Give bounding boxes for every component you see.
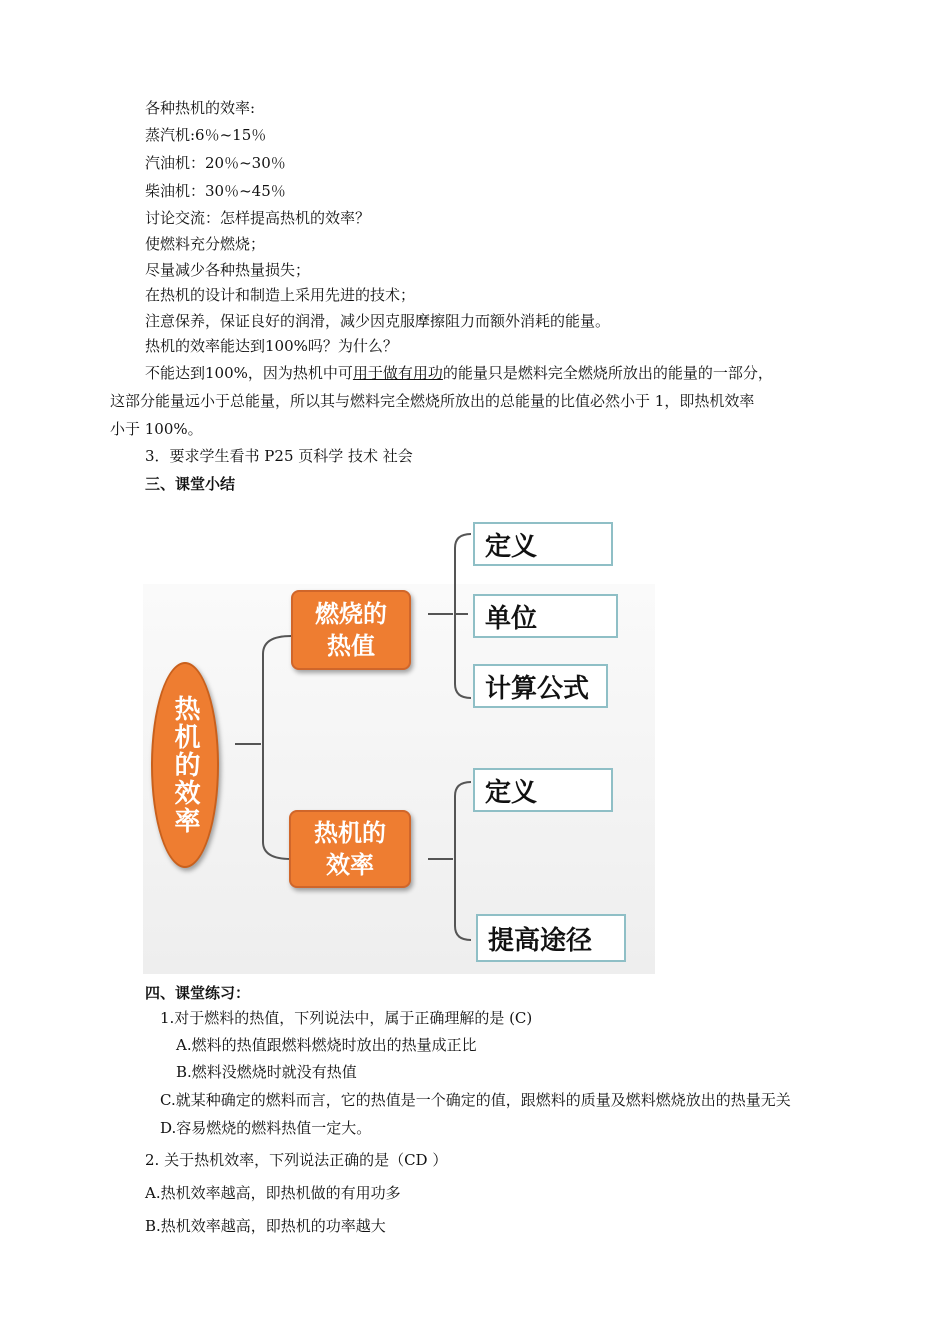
text-line: 使燃料充分燃烧； [145, 235, 266, 253]
text-paragraph-line [145, 363, 773, 383]
option: C.就某种确定的燃料而言，它的热值是一个确定的值，跟燃料的质量及燃料燃烧放出的热量无关 [160, 1091, 791, 1109]
text-line: 蒸汽机:6％~15％ [145, 126, 267, 144]
branch-node-engine-efficiency [289, 810, 411, 888]
branch-label: 热值 [327, 632, 375, 660]
question: 1.对于燃料的热值，下列说法中，属于正确理解的是 (C) [160, 1009, 533, 1027]
branch-label: 热机的 [314, 819, 386, 847]
text-line: 在热机的设计和制造上采用先进的技术； [145, 286, 416, 304]
summary-diagram [143, 514, 655, 974]
text-line: 注意保养，保证良好的润滑，减少因克服摩擦阻力而额外消耗的能量。 [145, 312, 611, 330]
branch-label: 效率 [326, 851, 374, 879]
option: A.热机效率越高，即热机做的有用功多 [145, 1184, 401, 1202]
bracket-lines [143, 514, 655, 974]
section-heading: 三、课堂小结 [145, 475, 236, 493]
leaf-box: 定义 [473, 522, 613, 566]
text-line: 各种热机的效率: [145, 99, 256, 117]
question: 2. 关于热机效率，下列说法正确的是（CD ） [145, 1151, 448, 1169]
text-line: 这部分能量远小于总能量，所以其与燃料完全燃烧所放出的总能量的比值必然小于 1，即热机效率 [110, 392, 755, 410]
text-line: 柴油机：30％~45％ [145, 182, 286, 200]
text-line: 汽油机：20％~30％ [145, 154, 286, 172]
option: B.热机效率越高，即热机的功率越大 [145, 1217, 386, 1235]
option: D.容易燃烧的燃料热值一定大。 [160, 1119, 372, 1137]
text-line: 3．要求学生看书 P25 页科学 技术 社会 [145, 447, 413, 465]
option: B.燃料没燃烧时就没有热值 [176, 1063, 357, 1081]
text-line: 尽量减少各种热量损失； [145, 261, 311, 279]
text-line: 讨论交流：怎样提高热机的效率？ [145, 209, 371, 227]
branch-label: 燃烧的 [315, 600, 387, 628]
leaf-box: 单位 [473, 594, 618, 638]
text-line: 热机的效率能达到100%吗？为什么？ [145, 337, 398, 355]
root-node [151, 662, 219, 868]
section-heading: 四、课堂练习： [145, 984, 251, 1002]
underlined-phrase: 用于做有用功 [352, 364, 443, 382]
text-line: 小于 100%。 [110, 420, 203, 438]
leaf-box: 计算公式 [473, 664, 608, 708]
leaf-box: 定义 [473, 768, 613, 812]
text-segment: 的能量只是燃料完全燃烧所放出的能量的一部分， [442, 364, 773, 382]
root-label: 热机的效率 [170, 695, 200, 835]
text-segment: 不能达到100%，因为热机中可 [145, 364, 353, 382]
branch-node-heat-value [291, 590, 411, 670]
option: A.燃料的热值跟燃料燃烧时放出的热量成正比 [176, 1036, 477, 1054]
leaf-box: 提高途径 [476, 914, 626, 962]
